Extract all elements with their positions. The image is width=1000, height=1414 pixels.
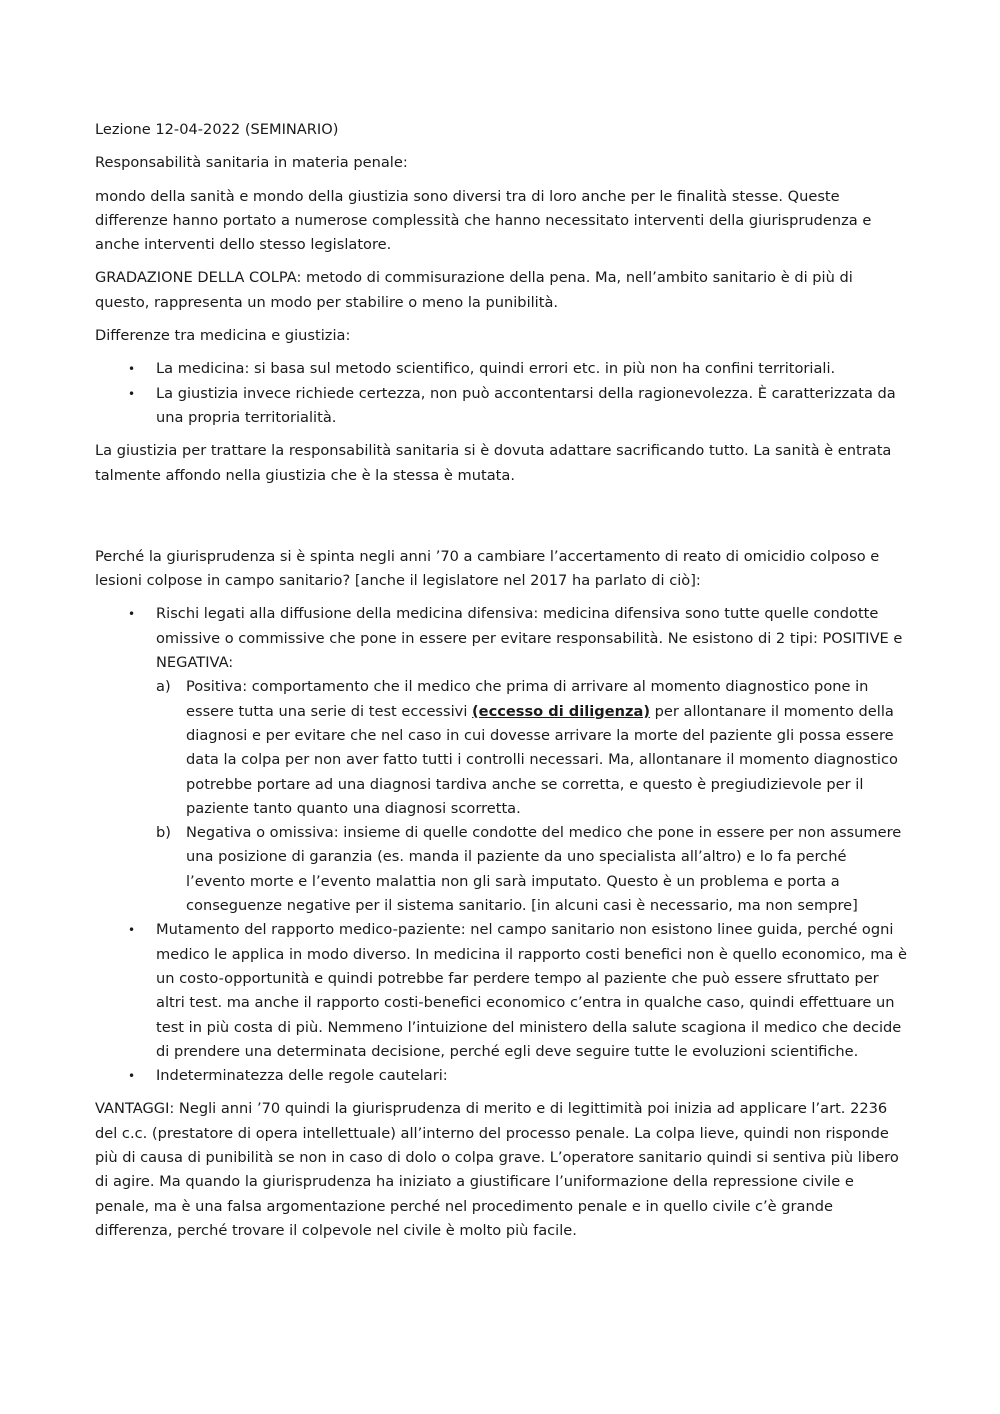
sublist-marker: b) [156, 824, 171, 842]
list-item-text: Indeterminatezza delle regole cautelari: [156, 1067, 448, 1085]
bullet-icon: • [128, 362, 136, 377]
sublist-item [156, 821, 908, 918]
list-item [95, 382, 908, 431]
bullet-icon: • [128, 1069, 136, 1084]
differenze-list [95, 357, 908, 430]
bullet-icon: • [128, 386, 136, 401]
bullet-icon: • [128, 923, 136, 938]
bullet-icon: • [128, 607, 136, 622]
list-item-text: La medicina: si basa sul metodo scientifico, quindi errori etc. in più non ha confini territoriali. [156, 360, 836, 378]
list-item-text: Rischi legati alla diffusione della medicina difensiva: medicina difensiva sono tutte quelle condotte omissive o commissive che pone in essere per evitare responsabilità. Ne esistono di 2 tipi: POSITIVE e NEGATIVA: [156, 605, 903, 672]
blank-space [95, 497, 908, 545]
sublist-item [156, 675, 908, 821]
list-item [95, 602, 908, 918]
medicina-difensiva-sublist [156, 675, 908, 918]
differenze-heading: Differenze tra medicina e giustizia: [95, 327, 351, 345]
list-item-text: Mutamento del rapporto medico-paziente: nel campo sanitario non esistono linee guida, perché ogni medico le applica in modo diverso. In medicina il rapporto costi benefici non è quello economico, ma è un costo-opportunità e quindi potrebbe far perdere tempo al paziente che può essere sfruttato per altri test. ma anche il rapporto costi-benefici economico c’entra in qualche caso, quindi effettuare un test in più costa di più. Nemmeno l’intuizione del ministero della salute scagiona il medico che decide di prendere una determinata decisione, perché egli deve seguire tutte le evoluzioni scientifiche. [156, 921, 908, 1060]
eccesso-di-diligenza-emphasis: (eccesso di diligenza) [472, 702, 650, 720]
adattamento-paragraph: La giustizia per trattare la responsabilità sanitaria si è dovuta adattare sacrificando tutto. La sanità è entrata talmente affondo nella giustizia che è la stessa è mutata. [95, 442, 892, 484]
domanda-paragraph: Perché la giurisprudenza si è spinta negli anni ’70 a cambiare l’accertamento di reato di omicidio colposo e lesioni colpose in campo sanitario? [anche il legislatore nel 2017 ha parlato di ciò]: [95, 547, 880, 590]
section-subtitle: Responsabilità sanitaria in materia penale: [95, 154, 408, 172]
negativa-text: Negativa o omissiva: insieme di quelle condotte del medico che pone in essere per non assumere una posizione di garanzia (es. manda il paziente da uno specialista all’altro) e lo fa perché l’evento morte e l’evento malattia non gli sarà imputato. Questo è un problema e porta a conseguenze negative per il sistema sanitario. [in alcuni casi è necessario, ma non sempre] [186, 824, 902, 915]
positiva-text-before: Positiva: comportamento che il medico che prima di arrivare al momento diagnostico pone in essere tutta una serie di test eccessivi [186, 678, 869, 720]
motivi-list [95, 602, 908, 1088]
list-item [95, 1064, 908, 1088]
vantaggi-paragraph: VANTAGGI: Negli anni ’70 quindi la giurisprudenza di merito e di legittimità poi inizia ad applicare l’art. 2236 del c.c. (prestatore di opera intellettuale) all’interno del processo penale. La colpa lieve, quindi non risponde più di causa di punibilità se non in caso di dolo o colpa grave. L’operatore sanitario quindi si sentiva più libero di agire. Ma quando la giurisprudenza ha iniziato a giustificare l’uniformazione della repressione civile e penale, ma è una falsa argomentazione perché nel procedimento penale e in quello civile c’è grande differenza, perché trovare il colpevole nel civile è molto più facile. [95, 1100, 899, 1239]
list-item [95, 918, 908, 1064]
sublist-marker: a) [156, 678, 171, 696]
gradazione-paragraph: GRADAZIONE DELLA COLPA: metodo di commisurazione della pena. Ma, nell’ambito sanitario è di più di questo, rappresenta un modo per stabilire o meno la punibilità. [95, 269, 853, 311]
list-item-text: La giustizia invece richiede certezza, non può accontentarsi della ragionevolezza. È caratterizzata da una propria territorialità. [156, 384, 896, 426]
positiva-text-after: per allontanare il momento della diagnosi e per evitare che nel caso in cui dovesse arrivare la morte del paziente gli possa essere data la colpa per non aver fatto tutti i controlli necessari. Ma, allontanare il momento diagnostico potrebbe portare ad una diagnosi tardiva anche se corretta, e questo è pregiudizievole per il paziente tanto quanto una diagnosi scorretta. [186, 702, 898, 817]
list-item [95, 357, 908, 381]
lesson-title: Lezione 12-04-2022 (SEMINARIO) [95, 121, 339, 138]
intro-paragraph: mondo della sanità e mondo della giustizia sono diversi tra di loro anche per le finalità stesse. Queste differenze hanno portato a numerose complessità che hanno necessitato interventi della giurisprudenza e anche interventi dello stesso legislatore. [95, 187, 872, 254]
